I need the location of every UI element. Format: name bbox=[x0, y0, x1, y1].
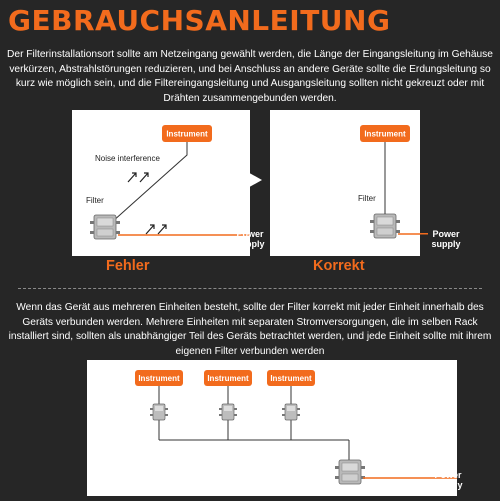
right-arrow-icon bbox=[216, 170, 262, 190]
intro-paragraph: Der Filterinstallationsort sollte am Netzeingang gewählt werden, die Länge der Eingangsleitung im Gehäuse verkürzen, Abstrahlstörungen reduzieren, und bei Anschluss an andere Geräte sollte die Erdungsleitung so kurz wie möglich sein, und die Filtereingangsleitung und Ausgangsleitung sollten nicht gekreuzt oder mit Drähten zusammengebunden werden. bbox=[7, 49, 493, 104]
page-title: GEBRAUCHSANLEITUNG bbox=[8, 4, 391, 37]
instrument-wires bbox=[159, 386, 349, 460]
power-wire-extension bbox=[420, 233, 428, 235]
noise-label: Noise interference bbox=[95, 154, 160, 163]
noise-arrow-icon bbox=[128, 173, 166, 234]
filter-label: Filter bbox=[358, 194, 376, 203]
main-filter-module-icon bbox=[335, 460, 365, 484]
filter-module-icon bbox=[370, 208, 400, 238]
filter-module-icon bbox=[219, 404, 237, 420]
diagram-correct-panel bbox=[270, 110, 420, 256]
power-supply-label-correct: Power supply bbox=[431, 229, 461, 249]
section-divider bbox=[18, 288, 482, 289]
instrument-label-2: Instrument bbox=[207, 374, 249, 383]
instrument-label-1: Instrument bbox=[138, 374, 180, 383]
caption-wrong: Fehler bbox=[106, 258, 150, 274]
filter-module-icon bbox=[282, 404, 300, 420]
filter-module-icon bbox=[90, 215, 120, 239]
instrument-label: Instrument bbox=[166, 129, 208, 139]
diagram-multi-panel bbox=[87, 360, 457, 496]
section2-paragraph: Wenn das Gerät aus mehreren Einheiten besteht, sollte der Filter korrekt mit jeder Einheit innerhalb des Geräts verbunden werden. Mehrere Einheiten mit separaten Stromversorgungen, die im selben Rack installiert sind, sollten als unabhängiger Teil des Geräts betrachtet werden, und jede Einheit sollte mit ihrem eigenen Filter verbunden werden bbox=[8, 302, 492, 357]
filter-label: Filter bbox=[86, 196, 104, 205]
caption-correct: Korrekt bbox=[313, 258, 365, 274]
instrument-label: Instrument bbox=[364, 129, 406, 139]
instrument-label-3: Instrument bbox=[270, 374, 312, 383]
power-supply-label-wrong: Power supply bbox=[235, 229, 265, 249]
filter-module-icon bbox=[150, 404, 168, 420]
power-supply-label-multi: Power supply bbox=[433, 470, 463, 490]
